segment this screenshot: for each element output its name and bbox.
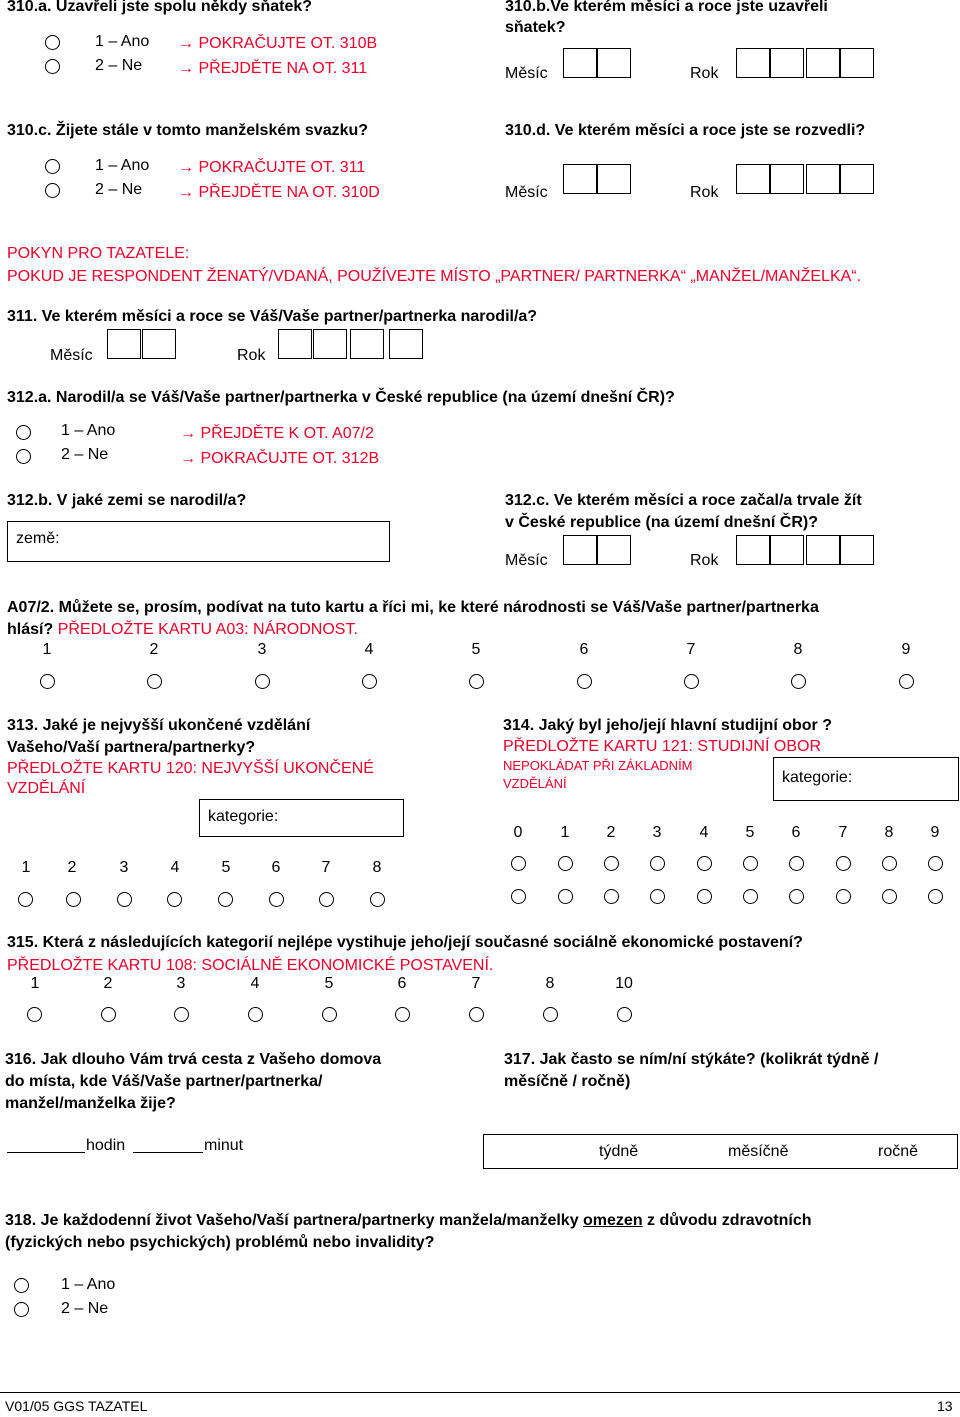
q310a-goto-yes: → POKRAČUJTE OT. 310B	[178, 35, 378, 52]
q314-option-label: 4	[699, 824, 709, 841]
q314-units-radio-5[interactable]	[743, 889, 758, 904]
q313-radio-2[interactable]	[66, 892, 81, 907]
q314-tens-radio-9[interactable]	[928, 856, 943, 871]
q311-month-cell-2[interactable]	[142, 329, 176, 359]
question-312c-title: 312.c. Ve kterém měsíci a roce začal/a trvale žít	[505, 492, 862, 509]
q314-units-radio-6[interactable]	[789, 889, 804, 904]
q314-tens-radio-3[interactable]	[650, 856, 665, 871]
q315-radio-10[interactable]	[617, 1007, 632, 1022]
question-317-title-2: měsíčně / ročně)	[504, 1073, 631, 1090]
question-318-title-end: z důvodu zdravotních	[642, 1212, 812, 1229]
q316-hours-label: hodin	[86, 1137, 126, 1154]
q315-radio-2[interactable]	[101, 1007, 116, 1022]
q314-note-2: VZDĚLÁNÍ	[503, 776, 567, 791]
q315-option-label: 7	[471, 975, 481, 992]
q314-tens-radio-7[interactable]	[836, 856, 851, 871]
q312a-goto-yes: → PŘEJDĚTE K OT. A07/2	[180, 425, 374, 442]
q314-units-radio-3[interactable]	[650, 889, 665, 904]
question-310d-title: 310.d. Ve kterém měsíci a roce jste se rozvedli?	[505, 122, 866, 139]
q313-option-label: 3	[119, 859, 129, 876]
q313-radio-4[interactable]	[167, 892, 182, 907]
question-310a-title: 310.a. Uzavřeli jste spolu někdy sňatek?	[7, 0, 313, 15]
q310a-radio-yes[interactable]	[45, 35, 60, 50]
q314-option-label: 5	[745, 824, 755, 841]
q318-option-yes: 1 – Ano	[61, 1276, 116, 1293]
q316-minutes-input[interactable]	[133, 1152, 203, 1153]
question-311-title: 311. Ve kterém měsíci a roce se Váš/Vaše partner/partnerka narodil/a?	[7, 308, 538, 325]
q312a-radio-yes[interactable]	[16, 425, 31, 440]
footer-divider	[0, 1392, 960, 1393]
a072-option-label: 4	[364, 641, 374, 658]
q315-option-label: 4	[250, 975, 260, 992]
q310c-option-yes: 1 – Ano	[95, 157, 150, 174]
a072-option-label: 3	[257, 641, 267, 658]
q310d-month-cell-2[interactable]	[597, 164, 631, 194]
q312c-month-cell-1[interactable]	[563, 535, 597, 565]
q310b-month-label: Měsíc	[505, 65, 548, 82]
q312c-year-cell-2[interactable]	[770, 535, 804, 565]
q313-category-label: kategorie:	[208, 808, 279, 825]
q315-card-instruction: PŘEDLOŽTE KARTU 108: SOCIÁLNĚ EKONOMICKÉ POSTAVENÍ.	[7, 957, 494, 974]
q310a-radio-no[interactable]	[45, 59, 60, 74]
q310b-year-cell-3[interactable]	[806, 48, 840, 78]
q314-note: NEPOKLÁDAT PŘI ZÁKLADNÍM	[503, 758, 693, 773]
a072-option-label: 7	[686, 641, 696, 658]
question-316-title-3: manžel/manželka žije?	[5, 1095, 176, 1112]
a072-option-label: 8	[793, 641, 803, 658]
q310b-month-cell-1[interactable]	[563, 48, 597, 78]
q314-tens-radio-2[interactable]	[604, 856, 619, 871]
q313-radio-8[interactable]	[370, 892, 385, 907]
q315-option-label: 3	[176, 975, 186, 992]
q310c-radio-no[interactable]	[45, 183, 60, 198]
q310a-option-no: 2 – Ne	[95, 57, 143, 74]
q313-option-label: 8	[372, 859, 382, 876]
q313-option-label: 6	[271, 859, 281, 876]
q314-units-radio-4[interactable]	[697, 889, 712, 904]
q314-tens-radio-1[interactable]	[558, 856, 573, 871]
q314-option-label: 7	[838, 824, 848, 841]
q312c-month-label: Měsíc	[505, 552, 548, 569]
q310a-option-yes: 1 – Ano	[95, 33, 150, 50]
q315-option-label: 1	[30, 975, 40, 992]
interviewer-instruction-text: POKUD JE RESPONDENT ŽENATÝ/VDANÁ, POUŽÍVEJTE MÍSTO „PARTNER/ PARTNERKA“ „MANŽEL/MANŽELKA“.	[7, 268, 862, 285]
question-317-title: 317. Jak často se ním/ní stýkáte? (kolikrát týdně /	[504, 1051, 879, 1068]
q315-radio-6[interactable]	[395, 1007, 410, 1022]
q313-card-instruction-2: VZDĚLÁNÍ	[7, 780, 86, 797]
q313-card-instruction: PŘEDLOŽTE KARTU 120: NEJVYŠŠÍ UKONČENÉ	[7, 760, 374, 777]
q313-radio-7[interactable]	[319, 892, 334, 907]
question-314-title: 314. Jaký byl jeho/její hlavní studijní obor ?	[503, 717, 832, 734]
q318-radio-yes[interactable]	[14, 1278, 29, 1293]
q311-month-label: Měsíc	[50, 347, 93, 364]
q311-year-label: Rok	[237, 347, 266, 364]
q314-option-label: 2	[606, 824, 616, 841]
q315-radio-4[interactable]	[248, 1007, 263, 1022]
question-312b-title: 312.b. V jaké zemi se narodil/a?	[7, 492, 247, 509]
a072-radio-4[interactable]	[362, 674, 377, 689]
q312a-option-yes: 1 – Ano	[61, 422, 116, 439]
q314-units-radio-1[interactable]	[558, 889, 573, 904]
q312b-country-field[interactable]	[7, 521, 390, 562]
q314-tens-radio-0[interactable]	[511, 856, 526, 871]
a072-card-instruction: PŘEDLOŽTE KARTU A03: NÁRODNOST.	[57, 621, 358, 638]
q313-radio-3[interactable]	[117, 892, 132, 907]
q311-year-cell-1[interactable]	[278, 329, 312, 359]
q315-radio-3[interactable]	[174, 1007, 189, 1022]
q315-option-label: 2	[103, 975, 113, 992]
q318-radio-no[interactable]	[14, 1302, 29, 1317]
q316-hours-input[interactable]	[7, 1152, 85, 1153]
q313-option-label: 5	[221, 859, 231, 876]
q314-card-instruction: PŘEDLOŽTE KARTU 121: STUDIJNÍ OBOR	[503, 738, 821, 755]
q314-tens-radio-6[interactable]	[789, 856, 804, 871]
q315-radio-7[interactable]	[469, 1007, 484, 1022]
q315-option-label: 10	[615, 975, 633, 992]
question-316-title: 316. Jak dlouho Vám trvá cesta z Vašeho domova	[5, 1051, 382, 1068]
q314-tens-radio-8[interactable]	[882, 856, 897, 871]
q314-tens-radio-4[interactable]	[697, 856, 712, 871]
q310d-year-label: Rok	[690, 184, 719, 201]
q311-month-cell-1[interactable]	[107, 329, 141, 359]
q312b-country-label: země:	[16, 530, 60, 547]
interviewer-instruction-heading: POKYN PRO TAZATELE:	[7, 245, 190, 262]
a072-option-label: 1	[42, 641, 52, 658]
q316-minutes-label: minut	[204, 1137, 244, 1154]
q310c-option-no: 2 – Ne	[95, 181, 143, 198]
q313-category-field[interactable]	[199, 799, 404, 837]
a072-option-label: 5	[471, 641, 481, 658]
q313-radio-1[interactable]	[18, 892, 33, 907]
q310b-month-cell-2[interactable]	[597, 48, 631, 78]
a072-radio-1[interactable]	[40, 674, 55, 689]
question-313-title: 313. Jaké je nejvyšší ukončené vzdělání	[7, 717, 311, 734]
q313-option-label: 7	[321, 859, 331, 876]
q311-year-cell-4[interactable]	[389, 329, 423, 359]
q313-option-label: 4	[170, 859, 180, 876]
a072-radio-8[interactable]	[791, 674, 806, 689]
footer-page-number: 13	[937, 1398, 953, 1414]
a072-radio-2[interactable]	[147, 674, 162, 689]
q315-radio-1[interactable]	[27, 1007, 42, 1022]
a072-option-label: 2	[149, 641, 159, 658]
question-312c-title-2: v České republice (na území dnešní ČR)?	[505, 514, 818, 531]
q314-category-label: kategorie:	[782, 769, 853, 786]
a072-radio-5[interactable]	[469, 674, 484, 689]
q312a-goto-no: → POKRAČUJTE OT. 312B	[180, 450, 380, 467]
a072-option-label: 6	[579, 641, 589, 658]
q310d-year-cell-3[interactable]	[806, 164, 840, 194]
q311-year-cell-3[interactable]	[350, 329, 384, 359]
footer-document-id: V01/05 GGS TAZATEL	[5, 1398, 148, 1414]
question-318-title-emphasis: omezen	[583, 1212, 643, 1229]
q310d-year-cell-2[interactable]	[770, 164, 804, 194]
question-316-title-2: do místa, kde Váš/Vaše partner/partnerka/	[5, 1073, 323, 1090]
q314-units-radio-7[interactable]	[836, 889, 851, 904]
q310d-year-cell-1[interactable]	[736, 164, 770, 194]
q310d-month-label: Měsíc	[505, 184, 548, 201]
q314-option-label: 0	[513, 824, 523, 841]
q314-option-label: 8	[884, 824, 894, 841]
a072-radio-3[interactable]	[255, 674, 270, 689]
a072-radio-9[interactable]	[899, 674, 914, 689]
question-a072-title: A07/2. Můžete se, prosím, podívat na tuto kartu a říci mi, ke které národnosti se Váš/Vaše partner/partnerka	[7, 599, 819, 616]
q314-option-label: 9	[930, 824, 940, 841]
q312a-option-no: 2 – Ne	[61, 446, 109, 463]
q310c-radio-yes[interactable]	[45, 159, 60, 174]
q318-option-no: 2 – Ne	[61, 1300, 109, 1317]
q315-radio-5[interactable]	[322, 1007, 337, 1022]
q313-radio-5[interactable]	[218, 892, 233, 907]
q313-radio-6[interactable]	[269, 892, 284, 907]
question-312a-title: 312.a. Narodil/a se Váš/Vaše partner/partnerka v České republice (na území dnešní ČR)?	[7, 389, 675, 406]
q310b-year-label: Rok	[690, 65, 719, 82]
q310d-month-cell-1[interactable]	[563, 164, 597, 194]
a072-radio-6[interactable]	[577, 674, 592, 689]
q315-option-label: 6	[397, 975, 407, 992]
q314-category-field[interactable]	[773, 757, 959, 801]
question-318-title	[5, 1212, 812, 1230]
q312c-year-label: Rok	[690, 552, 719, 569]
q314-units-radio-9[interactable]	[928, 889, 943, 904]
q310d-year-cell-4[interactable]	[840, 164, 874, 194]
q312c-year-cell-4[interactable]	[840, 535, 874, 565]
q315-option-label: 8	[545, 975, 555, 992]
q317-yearly-label: ročně	[878, 1143, 919, 1160]
q314-option-label: 1	[560, 824, 570, 841]
q311-year-cell-2[interactable]	[313, 329, 347, 359]
q312c-month-cell-2[interactable]	[597, 535, 631, 565]
q314-units-radio-0[interactable]	[511, 889, 526, 904]
q315-option-label: 5	[324, 975, 334, 992]
question-310b-title: 310.b.Ve kterém měsíci a roce jste uzavřeli	[505, 0, 828, 15]
q317-monthly-label: měsíčně	[728, 1143, 789, 1160]
question-a072-title-2: hlásí?	[7, 621, 54, 638]
q314-tens-radio-5[interactable]	[743, 856, 758, 871]
question-313-title-2: Vašeho/Vaší partnera/partnerky?	[7, 739, 256, 756]
q310a-goto-no: → PŘEJDĚTE NA OT. 311	[178, 60, 368, 77]
q310b-year-cell-2[interactable]	[770, 48, 804, 78]
q315-radio-8[interactable]	[543, 1007, 558, 1022]
q312c-year-cell-1[interactable]	[736, 535, 770, 565]
question-310b-title-2: sňatek?	[505, 19, 566, 36]
q313-option-label: 2	[67, 859, 77, 876]
a072-radio-7[interactable]	[684, 674, 699, 689]
q310c-goto-no: → PŘEJDĚTE NA OT. 310D	[178, 184, 380, 201]
q310b-year-cell-1[interactable]	[736, 48, 770, 78]
question-318-title-2: (fyzických nebo psychických) problémů nebo invalidity?	[5, 1234, 435, 1251]
question-315-title: 315. Která z následujících kategorií nejlépe vystihuje jeho/její současné sociálně ekonomické postavení?	[7, 934, 803, 951]
q310b-year-cell-4[interactable]	[840, 48, 874, 78]
a072-option-label: 9	[901, 641, 911, 658]
q317-frequency-box	[483, 1134, 958, 1169]
q313-option-label: 1	[21, 859, 31, 876]
q317-weekly-label: týdně	[599, 1143, 639, 1160]
question-310c-title: 310.c. Žijete stále v tomto manželském svazku?	[7, 122, 369, 139]
q314-units-radio-8[interactable]	[882, 889, 897, 904]
q314-option-label: 3	[652, 824, 662, 841]
q312c-year-cell-3[interactable]	[806, 535, 840, 565]
q314-units-radio-2[interactable]	[604, 889, 619, 904]
q314-option-label: 6	[791, 824, 801, 841]
q312a-radio-no[interactable]	[16, 449, 31, 464]
q310c-goto-yes: → POKRAČUJTE OT. 311	[178, 159, 366, 176]
question-318-title-start: 318. Je každodenní život Vašeho/Vaší partnera/partnerky manžela/manželky	[5, 1212, 584, 1229]
